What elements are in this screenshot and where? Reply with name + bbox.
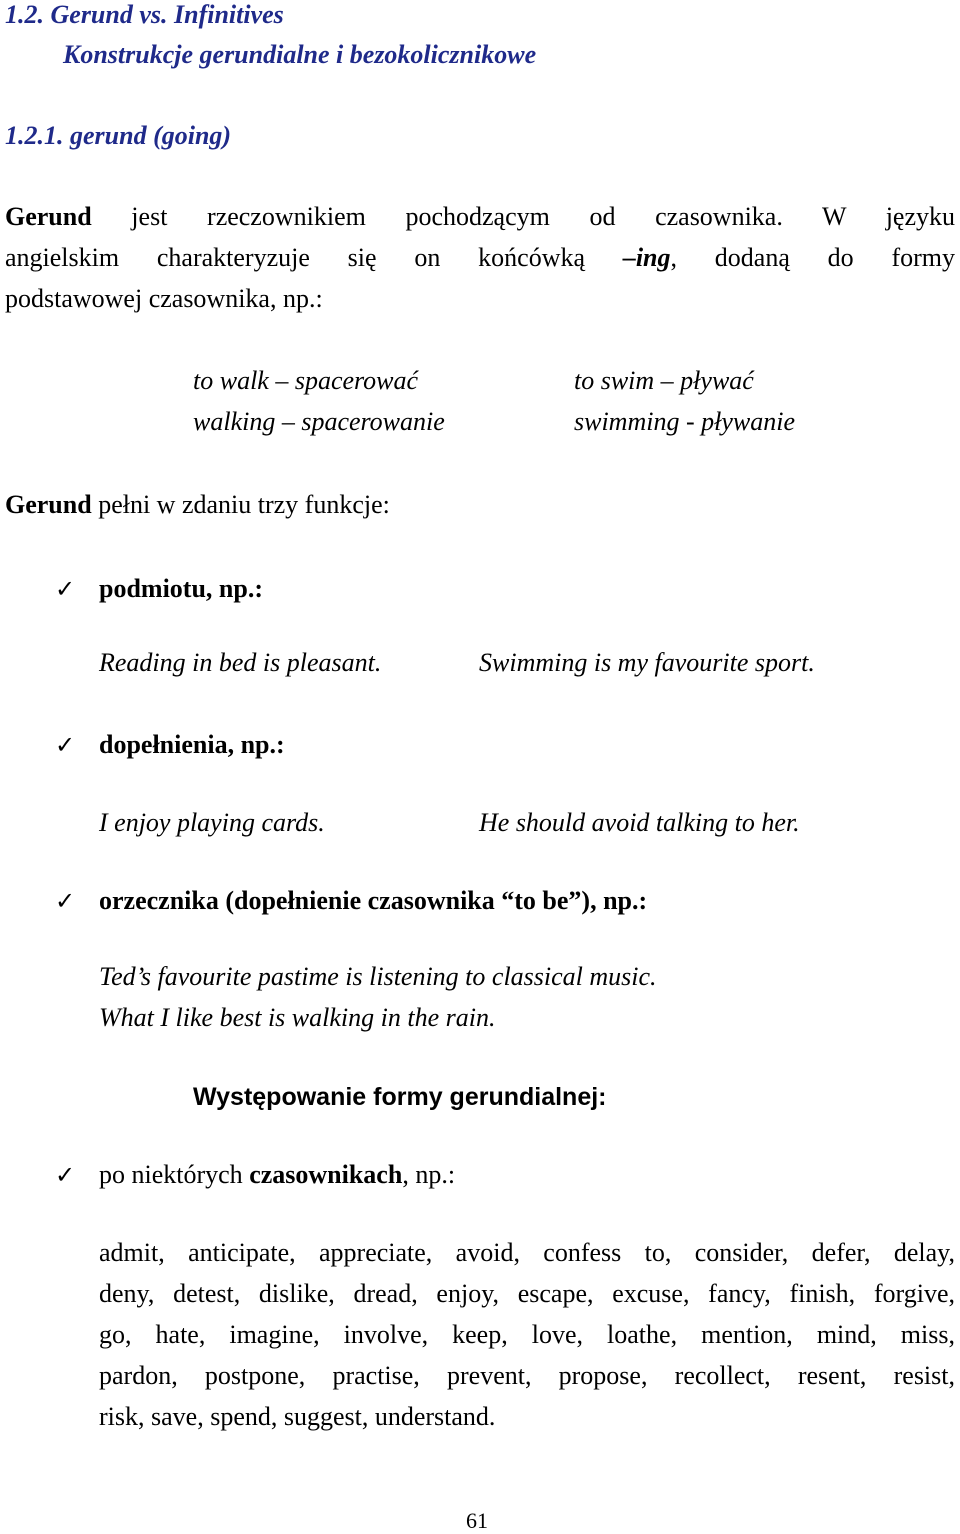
function-example-line: Ted’s favourite pastime is listening to classical music.: [99, 962, 657, 991]
checkmark-icon: ✓: [55, 575, 76, 603]
functions-intro-text: pełni w zdaniu trzy funkcje:: [91, 490, 390, 519]
section-subtitle: Konstrukcje gerundialne i bezokolicznikowe: [63, 40, 537, 69]
occurrence-text: po niektórych: [99, 1160, 250, 1189]
occurrence-heading: Występowanie formy gerundialnej:: [193, 1083, 607, 1111]
function-title-subject: podmiotu, np.:: [99, 574, 263, 603]
function-example-right: Swimming is my favourite sport.: [479, 648, 815, 677]
subsection-title: 1.2.1. gerund (going): [5, 121, 232, 150]
intro-text: jest rzeczownikiem pochodzącym od czasownika. W języku: [91, 202, 955, 231]
function-title-object: dopełnienia, np.:: [99, 730, 285, 759]
checkmark-icon: ✓: [55, 887, 76, 915]
example-walk: to walk – spacerować: [193, 366, 419, 395]
example-swim: to swim – pływać: [574, 366, 754, 395]
function-example-left: Reading in bed is pleasant.: [99, 648, 382, 677]
checkmark-icon: ✓: [55, 731, 76, 759]
function-title-predicative: orzecznika (dopełnienie czasownika “to be”), np.:: [99, 886, 648, 915]
gerund-term: Gerund: [5, 202, 92, 231]
intro-text: , dodaną do formy: [670, 243, 955, 272]
occurrence-item: [99, 1160, 455, 1190]
occurrence-text: , np.:: [402, 1160, 456, 1189]
ing-suffix: –ing: [622, 243, 671, 272]
gerund-term: Gerund: [5, 490, 92, 519]
intro-line-1: [5, 202, 955, 232]
function-example-line: What I like best is walking in the rain.: [99, 1003, 496, 1032]
function-example-right: He should avoid talking to her.: [479, 808, 800, 837]
verbs-line: admit, anticipate, appreciate, avoid, confess to, consider, defer, delay,: [99, 1238, 955, 1267]
section-title: 1.2. Gerund vs. Infinitives: [5, 0, 284, 29]
checkmark-icon: ✓: [55, 1161, 76, 1189]
function-example-left: I enjoy playing cards.: [99, 808, 325, 837]
intro-line-2: [5, 243, 955, 273]
verbs-line: pardon, postpone, practise, prevent, propose, recollect, resent, resist,: [99, 1361, 955, 1390]
page-number: 61: [466, 1508, 488, 1533]
intro-text: angielskim charakteryzuje się on końcówką: [5, 243, 623, 272]
functions-intro: [5, 490, 390, 520]
example-swimming: swimming - pływanie: [574, 407, 795, 436]
example-walking: walking – spacerowanie: [193, 407, 445, 436]
verbs-line: go, hate, imagine, involve, keep, love, loathe, mention, mind, miss,: [99, 1320, 955, 1349]
verbs-line: deny, detest, dislike, dread, enjoy, escape, excuse, fancy, finish, forgive,: [99, 1279, 955, 1308]
verbs-line: risk, save, spend, suggest, understand.: [99, 1402, 496, 1431]
intro-line-3: podstawowej czasownika, np.:: [5, 284, 323, 313]
verbs-term: czasownikach: [249, 1160, 403, 1189]
